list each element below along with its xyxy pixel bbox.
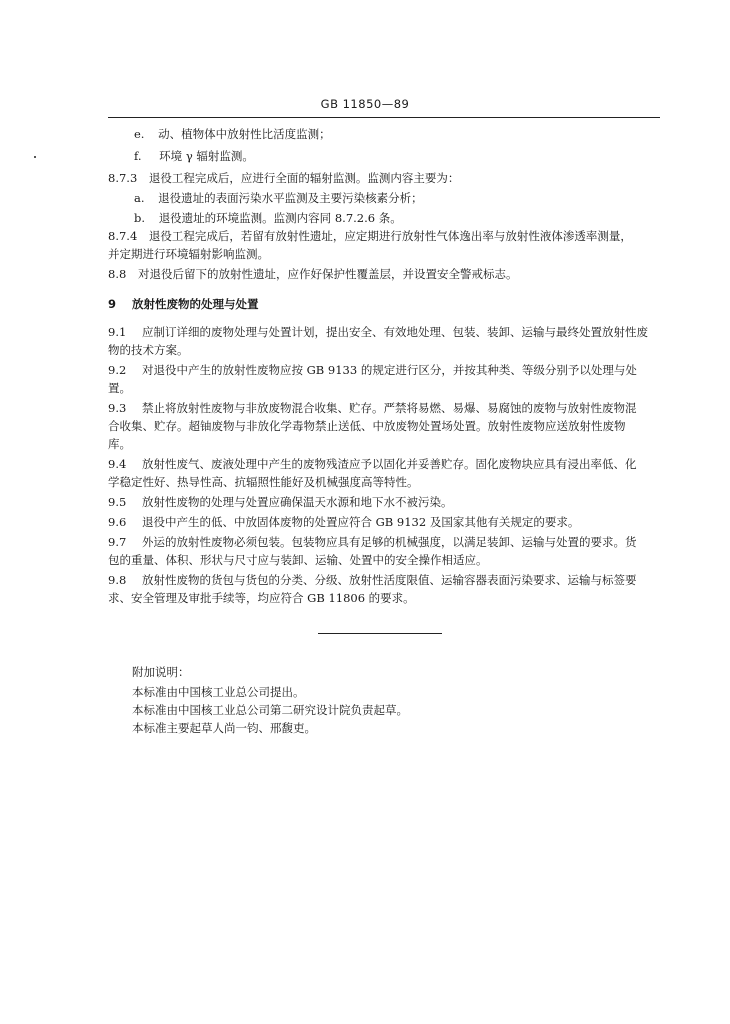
clause-8-7-3 — [108, 170, 459, 186]
item-f-text: 环境 γ 辐射监测。 — [159, 149, 254, 163]
item-e-text: 动、植物体中放射性比活度监测； — [158, 127, 331, 141]
clause-9-8-number: 9.8 — [108, 573, 127, 587]
clause-9-3 — [108, 400, 636, 416]
clause-9-3-line1: 禁止将放射性废物与非放废物混合收集、贮存。严禁将易燃、易爆、易腐蚀的废物与放射性废物混 — [141, 401, 637, 415]
clause-9-6 — [108, 514, 579, 530]
clause-9-5-number: 9.5 — [108, 495, 127, 509]
clause-8-8-text: 对退役后留下的放射性遗址，应作好保护性覆盖层，并设置安全警戒标志。 — [137, 267, 518, 281]
clause-9-2-line1: 对退役中产生的放射性废物应按 GB 9133 的规定进行区分，并按其种类、等级分别予以处理与处 — [141, 363, 637, 377]
item-e-label: e. — [134, 127, 145, 141]
page-header-code: GB 11850—89 — [320, 97, 410, 111]
notes-line-2: 本标准由中国核工业总公司第二研究设计院负责起草。 — [132, 703, 408, 717]
section-9-number: 9 — [108, 297, 117, 311]
clause-9-3-line3: 库。 — [108, 437, 131, 451]
clause-8-8-number: 8.8 — [108, 267, 127, 281]
item-f — [134, 148, 254, 164]
clause-9-8 — [108, 572, 636, 588]
clause-8-7-3-a-text: 退役遗址的表面污染水平监测及主要污染核素分析； — [158, 191, 423, 205]
clause-8-7-3-text: 退役工程完成后，应进行全面的辐射监测。监测内容主要为： — [148, 171, 460, 185]
clause-9-7-line2: 包的重量、体积、形状与尺寸应与装卸、运输、处置中的安全操作相适应。 — [108, 553, 488, 567]
clause-8-7-3-b-label: b. — [134, 211, 146, 225]
notes-line-1: 本标准由中国核工业总公司提出。 — [132, 685, 305, 699]
notes-title: 附加说明： — [132, 665, 190, 679]
clause-9-7 — [108, 534, 636, 550]
clause-9-7-number: 9.7 — [108, 535, 127, 549]
item-e — [134, 126, 331, 142]
clause-9-2-number: 9.2 — [108, 363, 127, 377]
clause-9-1-number: 9.1 — [108, 325, 127, 339]
clause-8-7-3-a-label: a. — [134, 191, 145, 205]
clause-9-1-line1: 应制订详细的废物处理与处置计划，提出安全、有效地处理、包装、装卸、运输与最终处置放射性废 — [141, 325, 648, 339]
clause-8-7-3-b-text: 退役遗址的环境监测。监测内容同 8.7.2.6 条。 — [158, 211, 402, 225]
clause-9-6-number: 9.6 — [108, 515, 127, 529]
scan-speck — [34, 156, 36, 158]
clause-9-8-line1: 放射性废物的货包与货包的分类、分级、放射性活度限值、运输容器表面污染要求、运输与标签要 — [141, 573, 637, 587]
clause-9-1-line2: 物的技术方案。 — [108, 343, 189, 357]
section-9-title: 放射性废物的处理与处置 — [132, 297, 259, 311]
clause-9-5 — [108, 494, 452, 510]
clause-9-5-text: 放射性废物的处理与处置应确保温天水源和地下水不被污染。 — [141, 495, 453, 509]
clause-8-8 — [108, 266, 517, 282]
clause-9-1 — [108, 324, 648, 340]
item-f-label: f. — [134, 149, 142, 163]
clause-8-7-4-line2: 并定期进行环境辐射影响监测。 — [108, 247, 269, 261]
clause-9-8-line2: 求、安全管理及审批手续等，均应符合 GB 11806 的要求。 — [108, 591, 415, 605]
clause-8-7-3-a — [134, 190, 423, 206]
clause-9-7-line1: 外运的放射性废物必须包装。包装物应具有足够的机械强度，以满足装卸、运输与处置的要求。货 — [141, 535, 637, 549]
clause-8-7-4 — [108, 228, 632, 244]
clause-8-7-4-number: 8.7.4 — [108, 229, 138, 243]
clause-9-4-number: 9.4 — [108, 457, 127, 471]
end-rule — [318, 633, 442, 634]
section-9-heading — [108, 296, 259, 312]
clause-9-2 — [108, 362, 637, 378]
header-rule — [108, 117, 660, 118]
clause-9-2-line2: 置。 — [108, 381, 131, 395]
clause-9-4-line2: 学稳定性好、热导性高、抗辐照性能好及机械强度高等特性。 — [108, 475, 419, 489]
clause-9-3-number: 9.3 — [108, 401, 127, 415]
clause-9-4-line1: 放射性废气、废液处理中产生的废物残渣应予以固化并妥善贮存。固化废物块应具有浸出率低、化 — [141, 457, 637, 471]
clause-8-7-3-b — [134, 210, 402, 226]
clause-8-7-4-line1: 退役工程完成后，若留有放射性遗址，应定期进行放射性气体逸出率与放射性液体渗透率测量， — [148, 229, 632, 243]
clause-9-3-line2: 合收集、贮存。超铀废物与非放化学毒物禁止送低、中放废物处置场处置。放射性废物应送放射性废物 — [108, 419, 626, 433]
notes-line-3: 本标准主要起草人尚一钧、邢馥吏。 — [132, 721, 316, 735]
clause-9-6-text: 退役中产生的低、中放固体废物的处置应符合 GB 9132 及国家其他有关规定的要求。 — [141, 515, 580, 529]
clause-8-7-3-number: 8.7.3 — [108, 171, 138, 185]
clause-9-4 — [108, 456, 636, 472]
